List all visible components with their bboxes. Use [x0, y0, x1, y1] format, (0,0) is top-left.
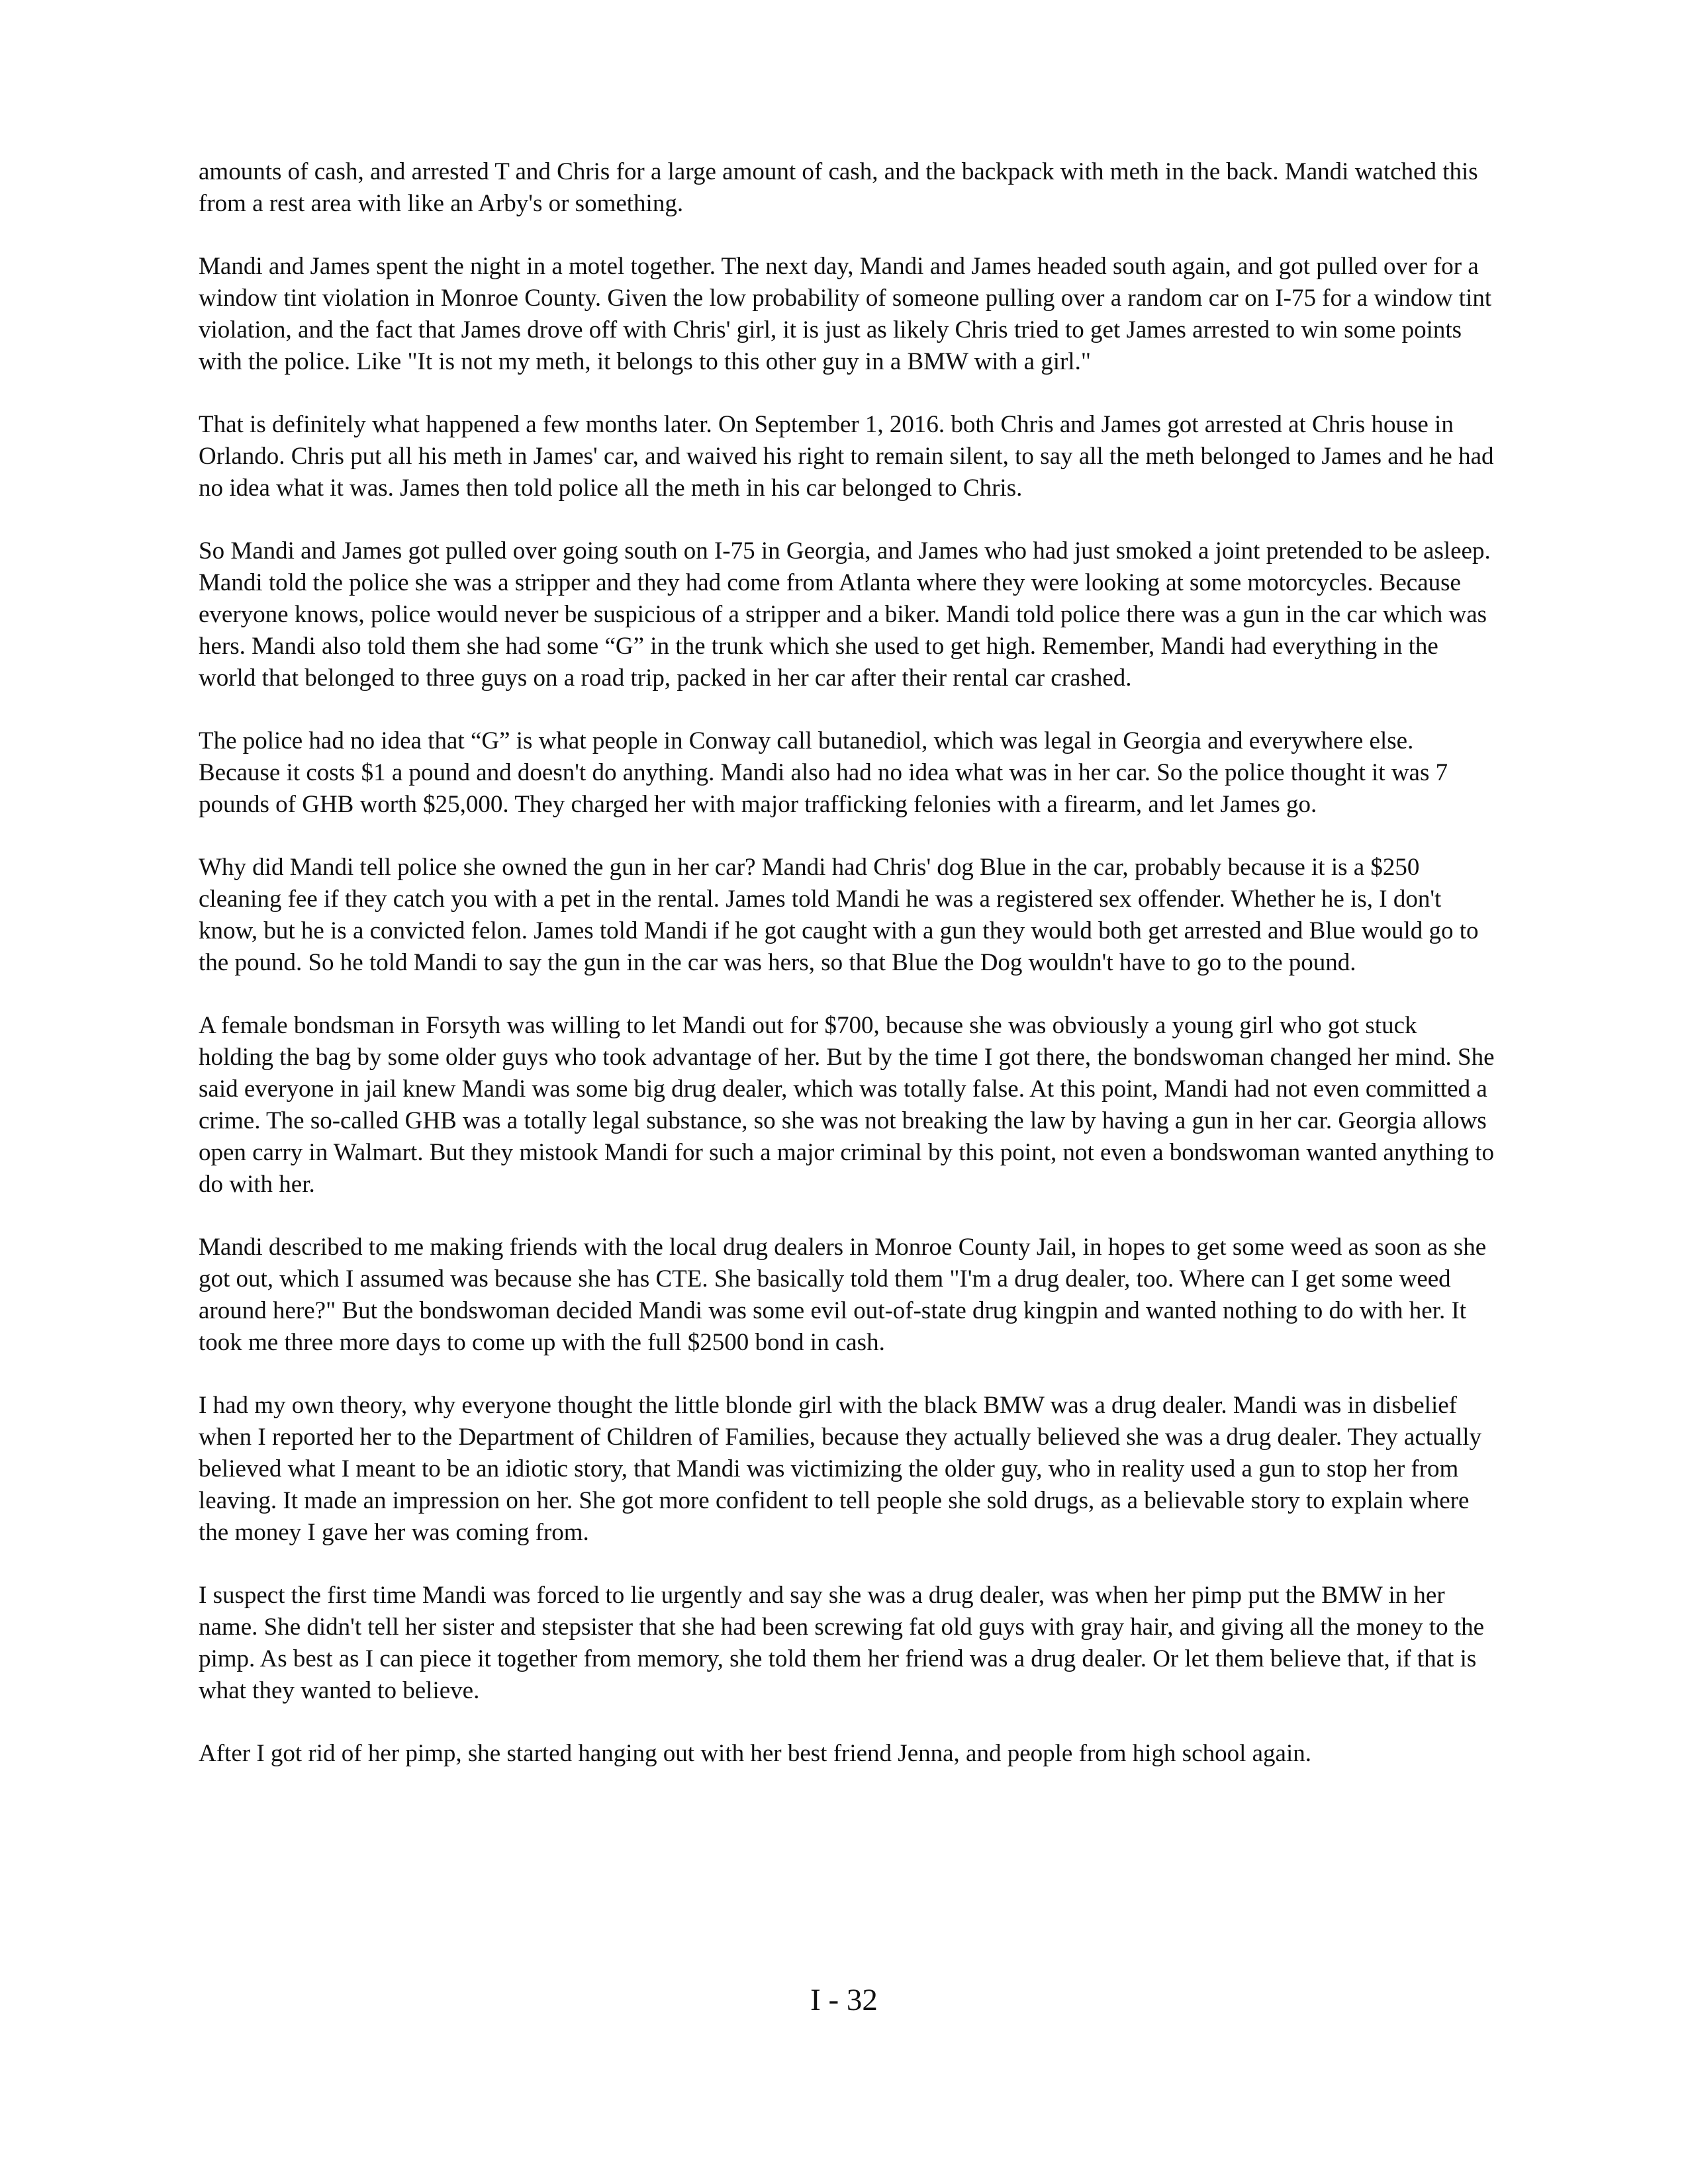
paragraph: I suspect the first time Mandi was forced to lie urgently and say she was a drug dealer, was when her pimp put the BMW in her name. She didn't tell her sister and stepsister that she had been screwing fat old guys with gray hair, and giving all the money to the pimp. As best as I can piece it together from memory, she told them her friend was a drug dealer. Or let them believe that, if that is what they wanted to believe. — [199, 1582, 1485, 1704]
paragraph: The police had no idea that “G” is what people in Conway call butanediol, which was legal in Georgia and everywhere else. Because it costs $1 a pound and doesn't do anything. Mandi also had no idea what was in her car. So the police thought it was 7 pounds of GHB worth $25,000. They charged her with major trafficking felonies with a firearm, and let James go. — [199, 727, 1448, 818]
paragraph: That is definitely what happened a few months later. On September 1, 2016. both Chris and James got arrested at Chris house in Orlando. Chris put all his meth in James' car, and waived his right to remain silent, to say all the meth belonged to James and he had no idea what it was. James then told police all the meth in his car belonged to Chris. — [199, 411, 1494, 502]
paragraph: amounts of cash, and arrested T and Chris for a large amount of cash, and the backpack with meth in the back. Mandi watched this from a rest area with like an Arby's or something. — [199, 158, 1478, 217]
paragraph: Mandi described to me making friends with the local drug dealers in Monroe County Jail, in hopes to get some weed as soon as she got out, which I assumed was because she has CTE. She basically told them "I'm a drug dealer, too. Where can I get some weed around here?" But the bondswoman decided Mandi was some evil out-of-state drug kingpin and wanted nothing to do with her. It took me three more days to come up with the full $2500 bond in cash. — [199, 1234, 1487, 1356]
paragraph: Why did Mandi tell police she owned the gun in her car? Mandi had Chris' dog Blue in the car, probably because it is a $250 cleaning fee if they catch you with a pet in the rental. James told Mandi he was a registered sex offender. Whether he is, I don't know, but he is a convicted felon. James told Mandi if he got caught with a gun they would both get arrested and Blue would go to the pound. So he told Mandi to say the gun in the car was hers, so that Blue the Dog wouldn't have to go to the pound. — [199, 854, 1479, 976]
document-body — [199, 156, 1496, 1801]
paragraph: After I got rid of her pimp, she started hanging out with her best friend Jenna, and people from high school again. — [199, 1740, 1312, 1767]
paragraph: Mandi and James spent the night in a motel together. The next day, Mandi and James headed south again, and got pulled over for a window tint violation in Monroe County. Given the low probability of someone pulling over a random car on I-75 for a window tint violation, and the fact that James drove off with Chris' girl, it is just as likely Chris tried to get James arrested to win some points with the police. Like "It is not my meth, it belongs to this other guy in a BMW with a girl." — [199, 253, 1492, 375]
page-number: I - 32 — [810, 1983, 878, 2017]
paragraph: So Mandi and James got pulled over going south on I-75 in Georgia, and James who had just smoked a joint pretended to be asleep. Mandi told the police she was a stripper and they had come from Atlanta where they were looking at some motorcycles. Because everyone knows, police would never be suspicious of a stripper and a biker. Mandi told police there was a gun in the car which was hers. Mandi also told them she had some “G” in the trunk which she used to get high. Remember, Mandi had everything in the world that belonged to three guys on a road trip, packed in her car after their rental car crashed. — [199, 537, 1491, 692]
paragraph: A female bondsman in Forsyth was willing to let Mandi out for $700, because she was obviously a young girl who got stuck holding the bag by some older guys who took advantage of her. But by the time I got there, the bondswoman changed her mind. She said everyone in jail knew Mandi was some big drug dealer, which was totally false. At this point, Mandi had not even committed a crime. The so-called GHB was a totally legal substance, so she was not breaking the law by having a gun in her car. Georgia allows open carry in Walmart. But they mistook Mandi for such a major criminal by this point, not even a bondswoman wanted anything to do with her. — [199, 1012, 1495, 1198]
paragraph: I had my own theory, why everyone thought the little blonde girl with the black BMW was a drug dealer. Mandi was in disbelief when I reported her to the Department of Children of Families, because they actually believed she was a drug dealer. They actually believed what I meant to be an idiotic story, that Mandi was victimizing the older guy, who in reality used a gun to stop her from leaving. It made an impression on her. She got more confident to tell people she sold drugs, as a believable story to explain where the money I gave her was coming from. — [199, 1392, 1482, 1546]
